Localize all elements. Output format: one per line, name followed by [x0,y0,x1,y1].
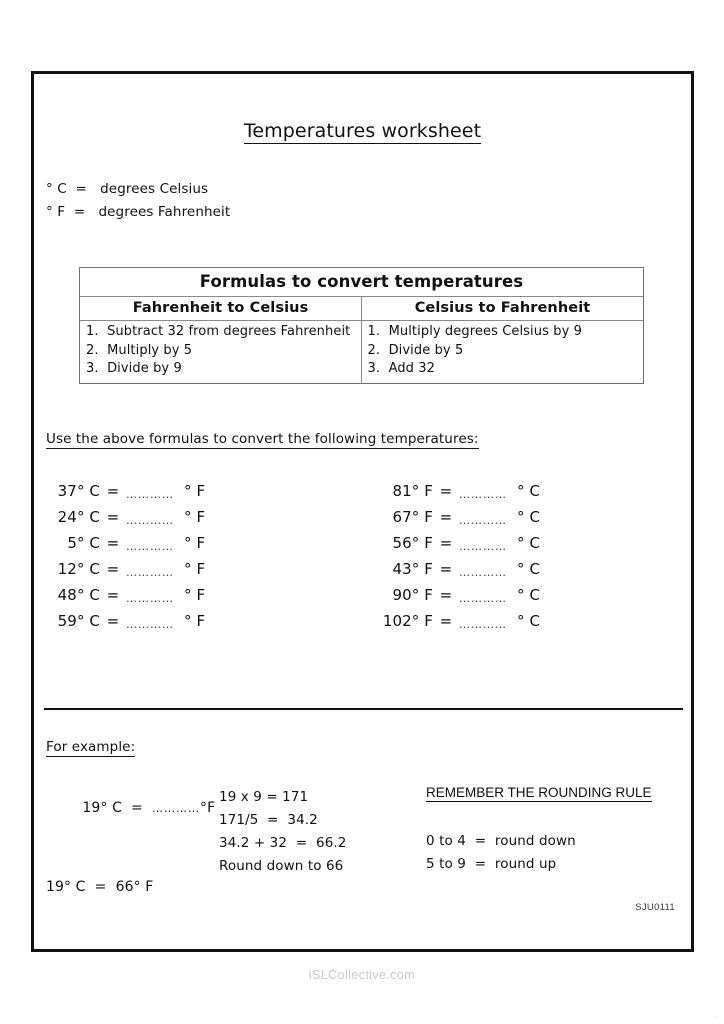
answer-blank[interactable]: ………… [459,488,507,501]
corner-mark: . [715,1010,718,1020]
exercise-unit: ° C [517,612,541,630]
equals-sign: = [439,508,453,526]
exercise-value: 12° C [57,560,100,578]
exercise-value: 37° C [57,482,100,500]
answer-blank[interactable]: ………… [459,514,507,527]
answer-blank[interactable]: ………… [126,592,174,605]
equals-sign: = [439,586,453,604]
answer-blank[interactable]: ………… [126,618,174,631]
exercise-unit: ° F [184,482,206,500]
exercise-row[interactable] [46,504,326,530]
exercise-row[interactable] [379,582,659,608]
equals-sign: = [439,560,453,578]
formula-step: 1. Subtract 32 from degrees Fahrenheit [86,324,351,339]
formulas-table-title: Formulas to convert temperatures [80,268,643,297]
exercise-column-fahrenheit [379,478,659,634]
exercise-value: 90° F [392,586,433,604]
formula-step: 2. Multiply by 5 [86,342,193,358]
section-divider [44,708,683,710]
equals-sign: = [439,534,453,552]
formula-step: 2. Divide by 5 [367,342,464,358]
answer-blank[interactable]: ………… [126,514,174,527]
exercise-unit: ° C [517,560,541,578]
equals-sign: = [106,612,120,630]
rounding-rule-item: 5 to 9 = round up [426,856,557,872]
answer-blank[interactable]: ………… [459,618,507,631]
example-calculations [219,786,346,878]
exercise-row[interactable] [46,582,326,608]
answer-blank[interactable]: ………… [459,540,507,553]
formula-step: 3. Add 32 [367,361,436,376]
exercise-row[interactable] [46,478,326,504]
exercise-unit: ° F [184,560,206,578]
answer-blank[interactable]: ………… [126,488,174,501]
example-question-value: 19° C = [82,800,152,816]
exercise-row[interactable] [46,608,326,634]
equals-sign: = [106,508,120,526]
exercise-row[interactable] [379,530,659,556]
formulas-table-header-row [80,297,643,321]
site-watermark: iSLCollective.com [308,968,416,982]
equals-sign: = [439,612,453,630]
legend-fahrenheit: ° F = degrees Fahrenheit [46,204,231,220]
exercise-column-celsius [46,478,326,634]
example-answer: 19° C = 66° F [46,879,154,895]
exercise-unit: ° C [517,508,541,526]
exercise-row[interactable] [379,608,659,634]
rounding-rule-title: REMEMBER THE ROUNDING RULE [426,785,652,800]
example-answer-blank[interactable]: ………… [151,802,200,815]
exercise-unit: ° C [517,586,541,604]
example-heading [46,739,135,755]
calculation-line: 19 x 9 = 171 [219,789,309,805]
exercise-unit: ° F [184,586,206,604]
exercise-row[interactable] [46,556,326,582]
page-title-text: Temperatures worksheet [243,120,482,142]
equals-sign: = [106,482,120,500]
answer-blank[interactable]: ………… [459,592,507,605]
exercise-row[interactable] [379,556,659,582]
exercise-value: 102° F [382,612,433,630]
exercise-value: 43° F [392,560,433,578]
equals-sign: = [106,560,120,578]
rounding-rule-item: 0 to 4 = round down [426,833,576,849]
formulas-table-body [80,321,643,383]
exercise-unit: ° C [517,534,541,552]
exercise-value: 24° C [57,508,100,526]
exercise-value: 59° C [57,612,100,630]
exercise-value: 56° F [392,534,433,552]
formulas-column-header-c-to-f: Celsius to Fahrenheit [414,300,591,316]
exercise-instruction-text: Use the above formulas to convert the following temperatures: [46,431,479,447]
formulas-table [79,267,644,384]
answer-blank[interactable]: ………… [126,566,174,579]
exercise-row[interactable] [379,478,659,504]
answer-blank[interactable]: ………… [126,540,174,553]
equals-sign: = [106,534,120,552]
formulas-steps-c-to-f [362,321,644,383]
formulas-steps-f-to-c [80,321,362,383]
exercise-instruction [46,431,479,447]
unit-legend [46,178,230,224]
calculation-line: Round down to 66 [219,858,344,874]
exercise-value: 67° F [392,508,433,526]
exercise-unit: ° F [184,534,206,552]
rounding-rule-list [426,830,652,876]
calculation-line: 34.2 + 32 = 66.2 [219,835,347,851]
exercise-value: 5° C [67,534,100,552]
exercise-unit: ° C [517,482,541,500]
exercise-value: 48° C [57,586,100,604]
example-question-unit: °F [199,800,216,816]
formula-step: 1. Multiply degrees Celsius by 9 [367,324,582,339]
example-heading-text: For example: [46,739,136,755]
example-question [46,784,215,832]
exercise-unit: ° F [184,508,206,526]
rounding-rule-section [426,782,652,876]
exercise-row[interactable] [379,504,659,530]
formula-step: 3. Divide by 9 [86,361,182,376]
worksheet-border-frame [31,71,694,952]
answer-blank[interactable]: ………… [459,566,507,579]
legend-celsius: ° C = degrees Celsius [46,181,209,197]
exercise-value: 81° F [392,482,433,500]
exercise-row[interactable] [46,530,326,556]
formulas-column-header-f-to-c: Fahrenheit to Celsius [80,297,362,320]
equals-sign: = [439,482,453,500]
sheet-code: SJU0111 [635,902,675,913]
equals-sign: = [106,586,120,604]
page-title [34,120,691,142]
calculation-line: 171/5 = 34.2 [219,812,318,828]
exercise-unit: ° F [184,612,206,630]
